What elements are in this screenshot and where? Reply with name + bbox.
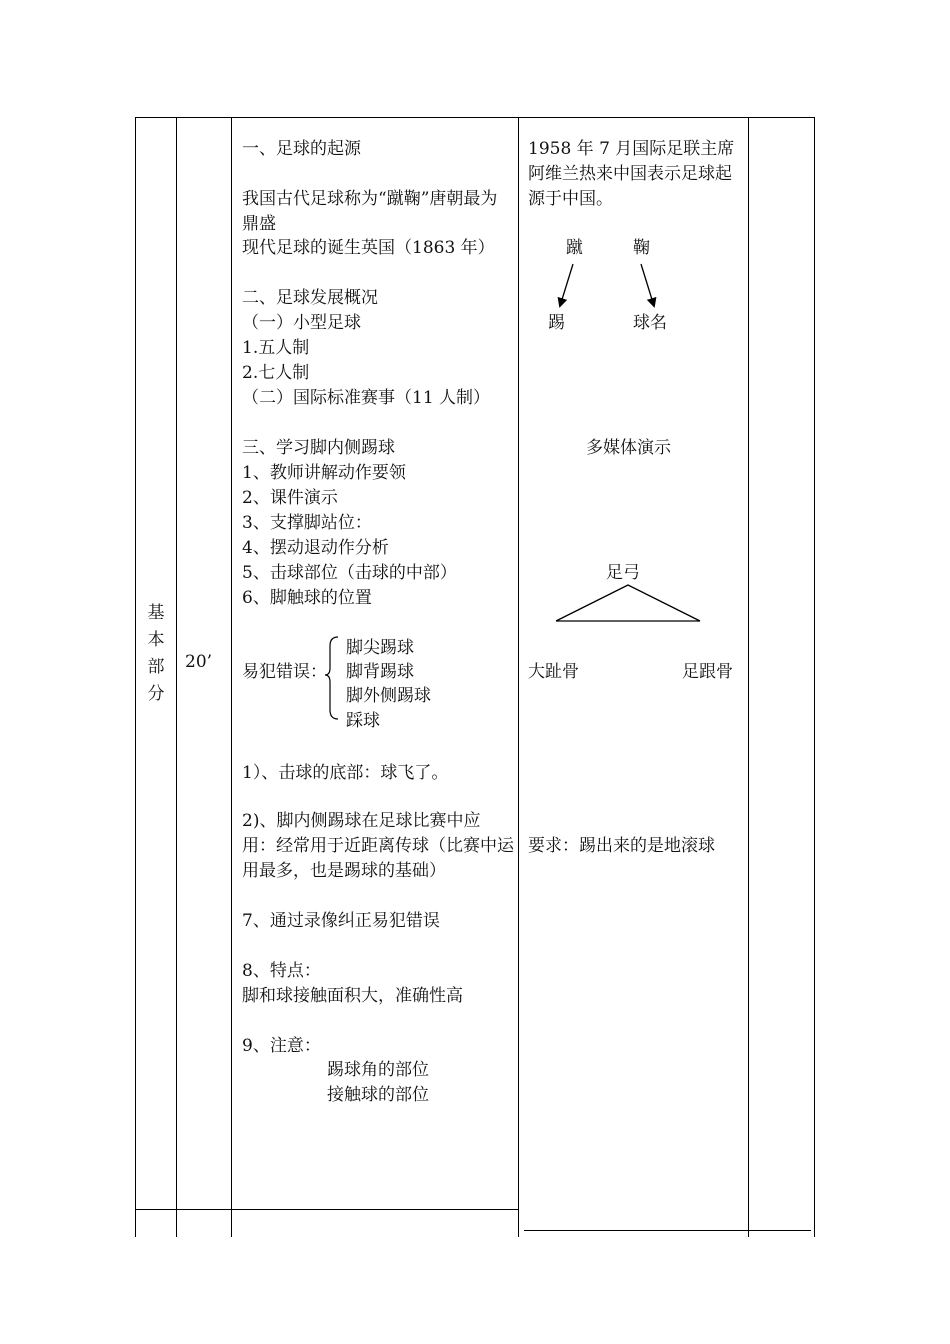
errors-brace — [325, 637, 338, 719]
character-ju: 鞠 — [633, 238, 650, 258]
multimedia-note: 多媒体演示 — [586, 438, 671, 458]
subheading-international: （二）国际标准赛事（11 人制） — [242, 388, 491, 408]
item-attention: 9、注意： — [242, 1036, 321, 1056]
list-item: 5、击球部位（击球的中部） — [242, 563, 457, 583]
features-text: 脚和球接触面积大，准确性高 — [242, 986, 463, 1006]
error-item: 脚尖踢球 — [346, 638, 414, 658]
list-item: 1.五人制 — [242, 338, 310, 358]
section-label-char: 本 — [147, 630, 165, 650]
list-item: 4、摆动退动作分析 — [242, 538, 389, 558]
arrow-cu-to-kick — [560, 264, 573, 306]
error-item: 踩球 — [346, 711, 380, 731]
time-allocation: 20’ — [185, 652, 213, 672]
character-cu: 蹴 — [566, 238, 583, 258]
attention-point: 接触球的部位 — [327, 1085, 429, 1105]
arch-label: 足弓 — [606, 563, 640, 583]
list-item: 6、脚触球的位置 — [242, 588, 372, 608]
heel-bone-label: 足跟骨 — [682, 662, 733, 682]
foot-arch-triangle — [556, 585, 700, 621]
list-item: 3、支撑脚站位： — [242, 513, 372, 533]
attention-point: 踢球角的部位 — [327, 1060, 429, 1080]
error-item: 脚背踢球 — [346, 662, 414, 682]
note-application: 2)、脚内侧踢球在足球比赛中应用：经常用于近距离传球（比赛中运用最多，也是踢球的基础） — [242, 811, 514, 881]
item-video-correction: 7、通过录像纠正易犯错误 — [242, 911, 440, 931]
list-item: 1、教师讲解动作要领 — [242, 463, 406, 483]
heading-development: 二、足球发展概况 — [242, 288, 378, 308]
heading-inside-kick: 三、学习脚内侧踢球 — [242, 438, 395, 458]
subheading-small-football: （一）小型足球 — [242, 313, 361, 333]
meaning-kick: 踢 — [548, 313, 565, 333]
section-label-char: 部 — [147, 657, 165, 677]
section-label-char: 基 — [147, 603, 165, 623]
arrow-ju-to-ball-name — [641, 264, 654, 306]
error-item: 脚外侧踢球 — [346, 686, 431, 706]
section-label-char: 分 — [147, 684, 165, 704]
list-item: 2、课件演示 — [242, 488, 338, 508]
requirement-note: 要求：踢出来的是地滚球 — [528, 836, 715, 856]
history-note: 1958 年 7 月国际足联主席阿维兰热来中国表示足球起源于中国。 — [528, 139, 735, 209]
errors-label: 易犯错误： — [242, 662, 327, 682]
meaning-ball-name: 球名 — [633, 313, 667, 333]
list-item: 2.七人制 — [242, 363, 310, 383]
heading-origin: 一、足球的起源 — [242, 139, 361, 159]
big-toe-bone-label: 大趾骨 — [528, 662, 579, 682]
modern-football-paragraph: 现代足球的诞生英国（1863 年） — [242, 238, 495, 258]
origin-paragraph: 我国古代足球称为“蹴鞠”唐朝最为鼎盛 — [242, 189, 498, 234]
note-bottom-hit: 1）、击球的底部：球飞了。 — [242, 763, 449, 783]
item-features: 8、特点： — [242, 961, 321, 981]
